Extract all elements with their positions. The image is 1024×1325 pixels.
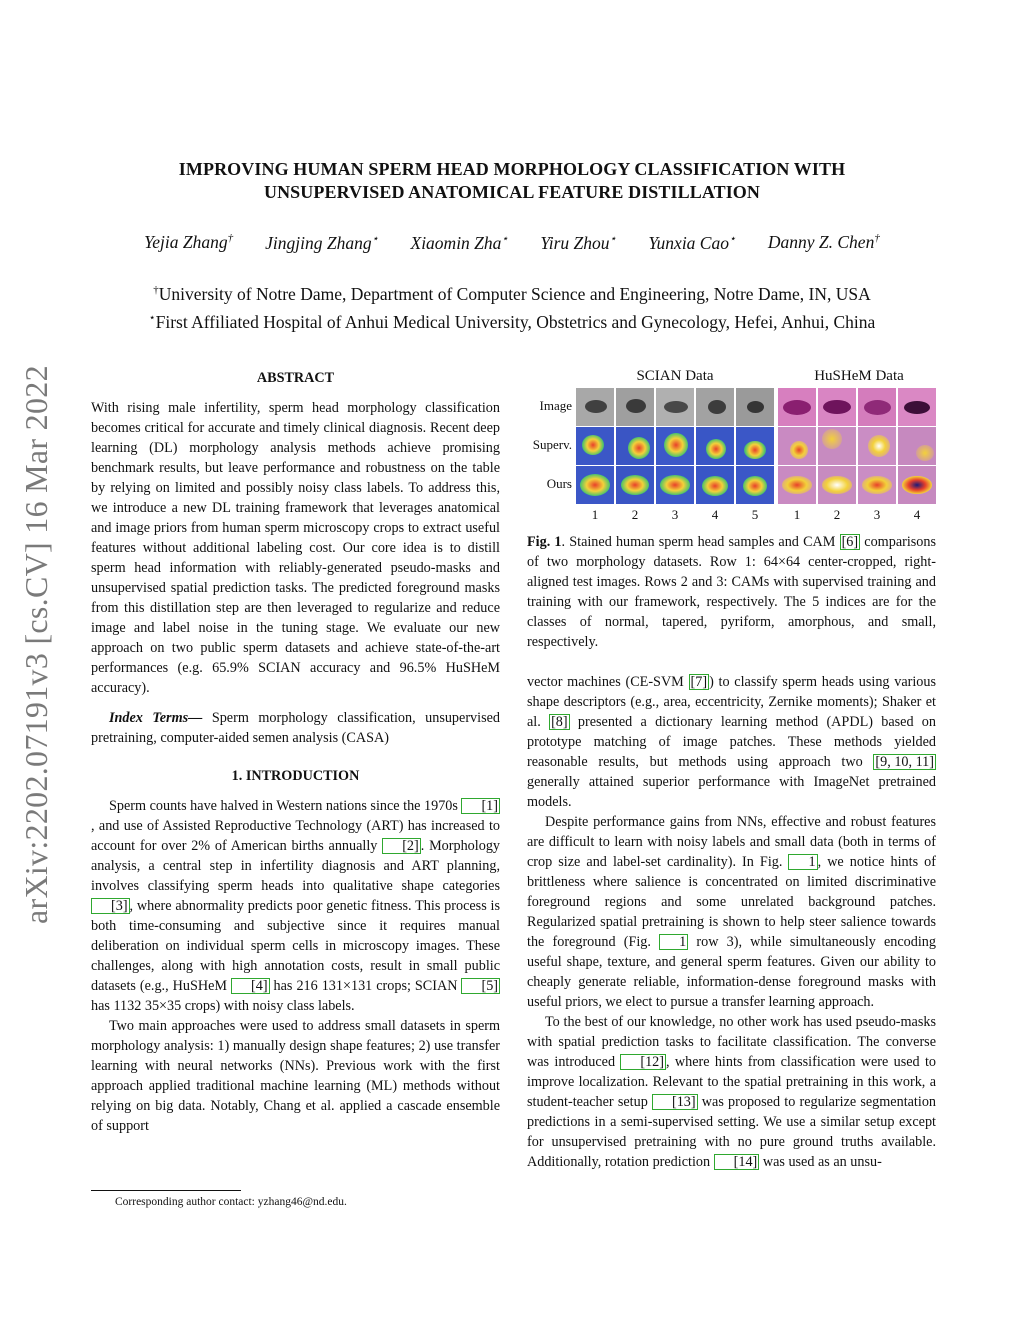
figure-cam-tile: [696, 466, 734, 504]
figure-image-tile: [576, 388, 614, 426]
figure-cam-tile: [818, 427, 856, 465]
citation-link[interactable]: [5]: [461, 978, 500, 994]
figure-index: 3: [671, 507, 679, 522]
figure-image-tile: [778, 388, 816, 426]
left-column: [91, 368, 500, 1136]
citation-link[interactable]: [8]: [551, 714, 568, 730]
paper-title: [100, 158, 924, 204]
body-paragraph: To the best of our knowledge, no other work has used pseudo-masks with spatial prediction tasks to facilitate classification. The converse was introduced [12] , where hints from classification were used to improve localization. Relevant to the spatial pretraining in this work, a student-teacher setup [13] was proposed to regularize segmentation predictions in a semi-supervised setting. We use a similar setup except for unsupervised pretraining with no pure ground truths available. Additionally, rotation prediction [14] was used as an unsu-: [527, 1014, 937, 1170]
affiliation-line: †University of Notre Dame, Department of Computer Science and Engineering, Notre Dame, IN, USA: [153, 283, 871, 304]
affiliations: [80, 278, 944, 334]
figure-1: [520, 362, 940, 527]
author: Yiru Zhou⋆: [540, 232, 617, 253]
footnote: Corresponding author contact: yzhang46@nd.edu.: [115, 1196, 347, 1208]
figure-ref-link[interactable]: 1: [788, 854, 817, 870]
figure-cam-tile: [858, 466, 896, 504]
figure-index: 4: [711, 507, 719, 522]
figure-cam-tile: [616, 466, 654, 504]
figure-cam-tile: [818, 466, 856, 504]
figure-cam-tile: [736, 466, 774, 504]
figure-index: 1: [793, 507, 801, 522]
author: Yunxia Cao⋆: [648, 232, 736, 253]
arxiv-stamp: arXiv:2202.07191v3 [cs.CV] 16 Mar 2022: [18, 365, 54, 925]
citation-link[interactable]: [2]: [382, 838, 421, 854]
citation-link[interactable]: [7]: [690, 674, 708, 690]
citation-link[interactable]: [1]: [461, 798, 500, 814]
affiliation-line: ⋆First Affiliated Hospital of Anhui Medical University, Obstetrics and Gynecology, Hefei, Anhui, China: [148, 311, 876, 332]
citation-link[interactable]: [14]: [714, 1154, 760, 1170]
citation-link[interactable]: [4]: [231, 978, 270, 994]
figure-cam-tile: [616, 427, 654, 465]
intro-heading: 1. INTRODUCTION: [231, 768, 360, 784]
abstract-heading: ABSTRACT: [256, 370, 335, 386]
figure-cam-tile: [858, 427, 896, 465]
figure-index: 1: [591, 507, 599, 522]
figure-row-label: Image: [539, 398, 572, 413]
body-paragraph: Despite performance gains from NNs, effective and robust features are difficult to learn with noisy labels and small data (both in terms of crop size and label-set cardinality). In Fig. 1 , we notice hints of brittleness where salience is concentrated on limited discriminative foreground regions and some unrelated background patches. Regularized spatial pretraining is shown to help steer salience towards the foreground (Fig. 1 row 3), while simultaneously encoding useful shape, texture, and general sperm features. Given our ability to cheaply generate reliable, information-dense foreground masks with useful priors, we elect to pursue a transfer learning approach.: [527, 814, 936, 1010]
figure-cam-tile: [736, 427, 774, 465]
figure-index: 5: [751, 507, 759, 522]
citation-link[interactable]: [6]: [841, 534, 859, 550]
author: Danny Z. Chen†: [767, 232, 880, 252]
abstract-text: With rising male infertility, sperm head morphology classification becomes critical for accurate and timely clinical diagnosis. Recent deep learning (DL) morphology analysis methods achieve promising benchmark results, but leave performance and robustness on the table by relying on limited and possibly noisy class labels. To address this, we introduce a new DL training framework that leverages anatomical and image priors from human sperm microscopy crops to extract useful features without additional labeling cost. Our core idea is to distill sperm head information with reliably-generated pseudo-masks and unsupervised spatial prediction tasks. The predicted foreground masks from this distillation step are then leveraged to regularize and reduce image and label noise in the tuning stage. We evaluate our new approach on two public sperm datasets and achieve state-of-the-art performances (e.g. 65.9% SCIAN accuracy and 96.5% HuSHeM accuracy).: [91, 400, 500, 696]
figure-cam-tile: [778, 427, 816, 465]
figure-cam-tile: [696, 427, 734, 465]
figure-image-tile: [616, 388, 654, 426]
figure-image-tile: [858, 388, 896, 426]
citation-link[interactable]: [3]: [91, 898, 130, 914]
figure-index: 2: [833, 507, 841, 522]
author-list: [100, 232, 924, 254]
figure-image-tile: [696, 388, 734, 426]
figure-cam-tile: [778, 466, 816, 504]
figure-caption: Fig. 1. Stained human sperm head samples and CAM [6] comparisons of two morphology datasets. Row 1: 64×64 center-cropped, right-aligned test images. Rows 2 and 3: CAMs with supervised training and training with our framework, respectively. The 5 indices are for the classes of normal, tapered, pyriform, amorphous, and small, respectively.: [527, 534, 937, 650]
figure-index: 2: [631, 507, 639, 522]
figure-ref-link[interactable]: 1: [659, 934, 688, 950]
title-line-2: UNSUPERVISED ANATOMICAL FEATURE DISTILLATION: [263, 182, 761, 202]
figure-image-tile: [818, 388, 856, 426]
figure-group-title: SCIAN Data: [636, 368, 714, 384]
figure-index: 4: [913, 507, 921, 522]
title-line-1: IMPROVING HUMAN SPERM HEAD MORPHOLOGY CLASSIFICATION WITH: [178, 159, 846, 179]
figure-cam-tile: [656, 427, 694, 465]
author: Jingjing Zhang⋆: [265, 232, 379, 253]
right-column: [527, 672, 936, 1172]
figure-cam-tile: [576, 427, 614, 465]
figure-cam-tile: [656, 466, 694, 504]
figure-image-tile: [736, 388, 774, 426]
body-paragraph: vector machines (CE-SVM [7] ) to classify sperm heads using various shape descriptors (e.g., area, eccentricity, Zernike moments); Shaker et al. [8] presented a dictionary learning method (APDL) based on prototype matching of image patches. These methods yielded reasonable results, but methods using approach two [9, 10, 11] generally attained superior performance with ImageNet pretrained models.: [527, 674, 936, 810]
figure-cam-tile: [576, 466, 614, 504]
figure-row-label: Ours: [546, 476, 572, 491]
index-terms: Index Terms— Sperm morphology classification, unsupervised pretraining, computer-aided semen analysis (CASA): [91, 710, 500, 746]
figure-index: 3: [873, 507, 881, 522]
figure-cam-tile: [898, 466, 936, 504]
figure-image-tile: [656, 388, 694, 426]
intro-paragraph-2: Two main approaches were used to address small datasets in sperm morphology analysis: 1) manually design shape features; 2) use transfer learning with neural networks (NNs). Previous work with the first approach applied traditional machine learning (ML) methods without relying on big data. Notably, Chang et al. applied a cascade ensemble of support: [91, 1018, 500, 1134]
figure-image-tile: [898, 388, 936, 426]
citation-link[interactable]: [9, 10, 11]: [875, 754, 934, 770]
figure-group-title: HuSHeM Data: [814, 368, 904, 384]
author: Xiaomin Zha⋆: [410, 232, 509, 253]
author: Yejia Zhang†: [144, 232, 234, 252]
figure-row-label: Superv.: [532, 437, 572, 452]
citation-link[interactable]: [13]: [652, 1094, 698, 1110]
figure-cam-tile: [898, 427, 936, 465]
footnote-rule: [91, 1190, 241, 1191]
intro-paragraph-1: Sperm counts have halved in Western nations since the 1970s [1], and use of Assisted Reproductive Technology (ART) has increased to account for over 2% of American births annually [2] . Morphology analysis, a central step in infertility diagnosis and ART planning, involves classifying sperm heads into qualitative shape categories [3] , where abnormality predicts poor genetic fitness. This process is both time-consuming and subjective since it requires manual deliberation on individual sperm cells in microscopy images. These challenges, along with high annotation costs, result in small public datasets (e.g., HuSHeM [4] has 216 131×131 crops; SCIAN [5] has 1132 35×35 crops) with noisy class labels.: [91, 798, 501, 1014]
citation-link[interactable]: [12]: [620, 1054, 666, 1070]
